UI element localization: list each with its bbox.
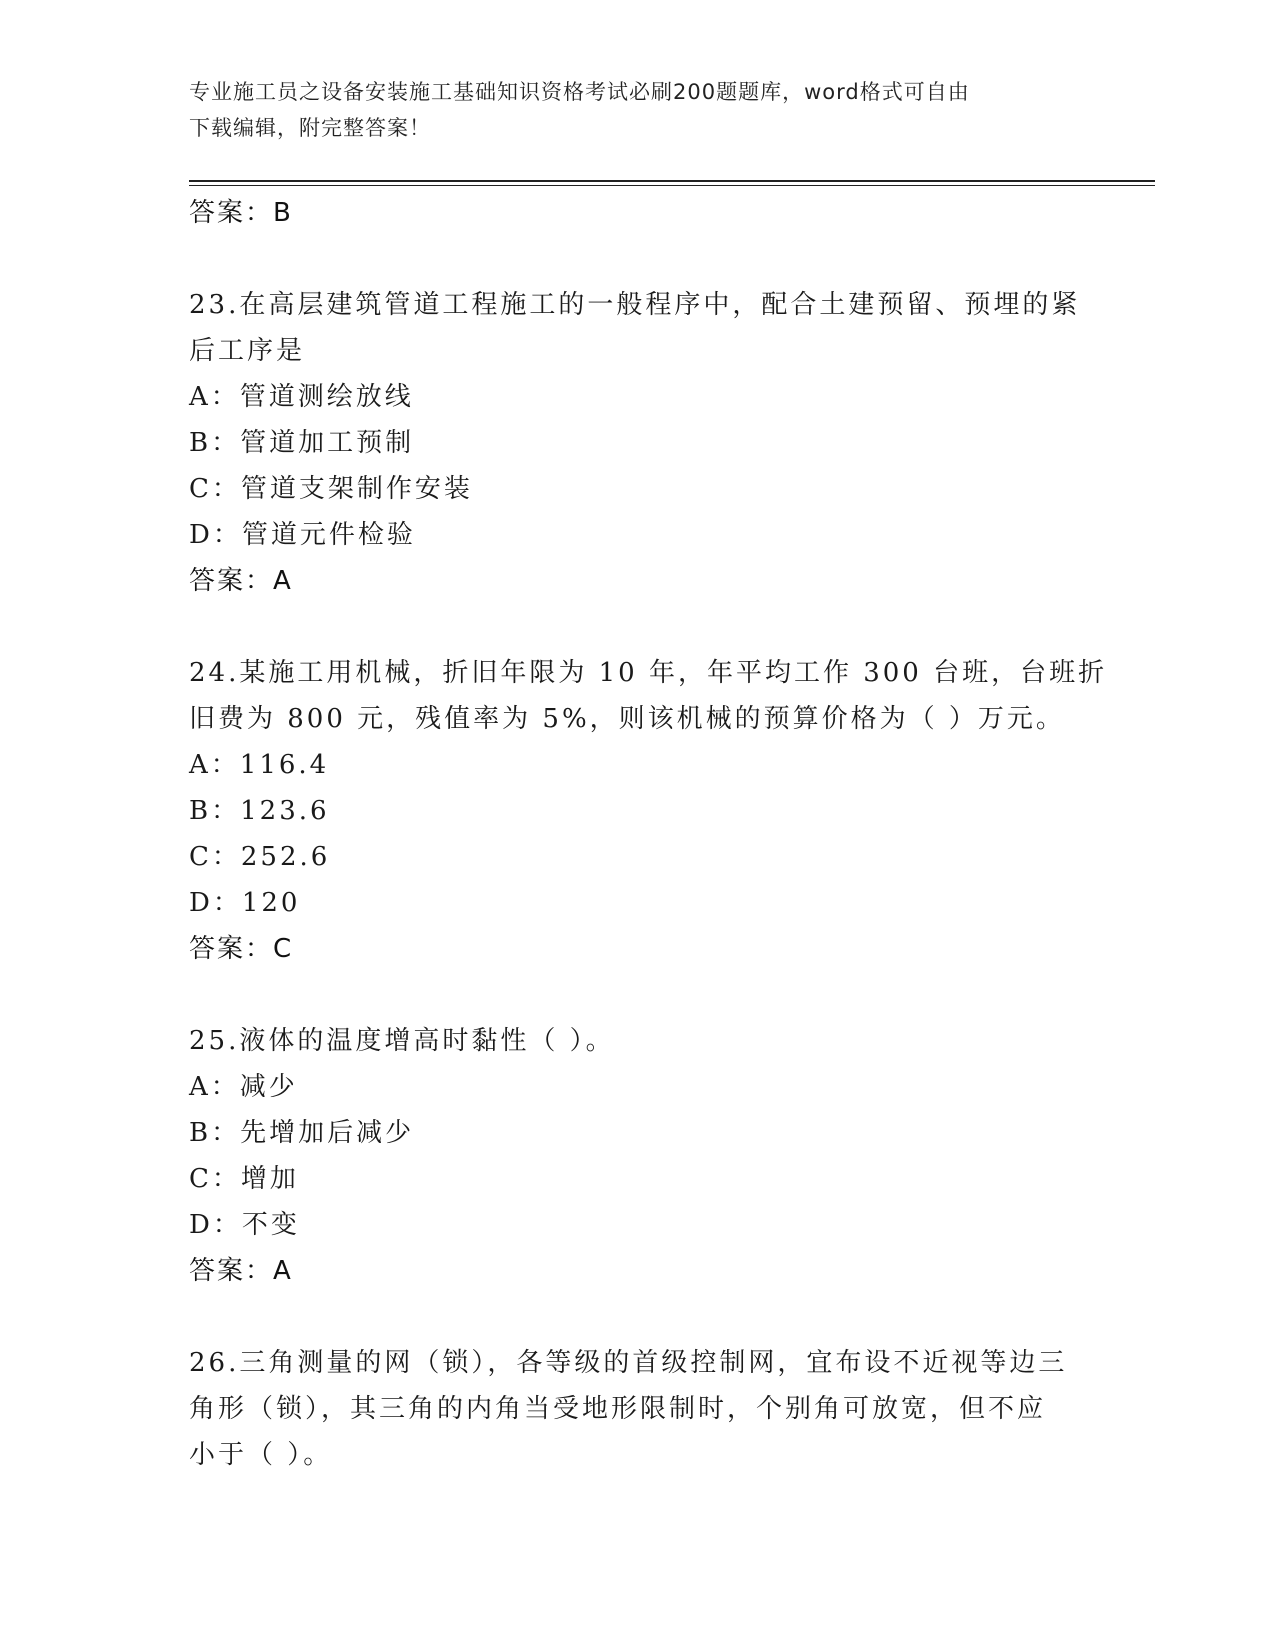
question-23-option-b: B：管道加工预制 [189,428,415,458]
question-25-option-c: C：增加 [189,1164,299,1194]
question-24-option-a: A：116.4 [189,750,330,780]
question-23-text-line-2: 后工序是 [189,336,306,366]
question-25-answer: 答案：A [189,1256,293,1286]
header-divider-thick [189,180,1155,182]
spacer [189,972,1089,1018]
header-line-2: 下载编辑，附完整答案！ [189,116,431,140]
question-24-option-c: C：252.6 [189,842,331,872]
question-26-text-line-2: 角形（锁），其三角的内角当受地形限制时，个别角可放宽，但不应 [189,1394,1047,1424]
question-24-text-line-1: 24.某施工用机械，折旧年限为 10 年，年平均工作 300 台班，台班折 [189,658,1108,688]
spacer [189,236,1089,282]
document-header [189,74,1089,146]
question-26-text-line-3: 小于（ ）。 [189,1440,333,1470]
spacer [189,604,1089,650]
question-23-answer: 答案：A [189,566,293,596]
question-23-option-a: A：管道测绘放线 [189,382,414,412]
question-24-text-line-2: 旧费为 800 元，残值率为 5%，则该机械的预算价格为（ ）万元。 [189,704,1065,734]
question-25-option-b: B：先增加后减少 [189,1118,415,1148]
question-24 [189,650,1108,972]
spacer [189,1294,1089,1340]
question-23-text-line-1: 23.在高层建筑管道工程施工的一般程序中，配合土建预留、预埋的紧 [189,290,1081,320]
question-26 [189,1340,1089,1478]
question-24-answer: 答案：C [189,934,294,964]
question-23 [189,282,1089,604]
question-25-option-d: D：不变 [189,1210,300,1240]
answer-previous: 答案：B [189,198,293,228]
question-25 [189,1018,1089,1294]
question-23-option-c: C：管道支架制作安装 [189,474,473,504]
question-26-text-line-1: 26.三角测量的网（锁），各等级的首级控制网，宜布设不近视等边三 [189,1348,1068,1378]
header-divider-thin [189,185,1155,186]
header-line-1: 专业施工员之设备安装施工基础知识资格考试必刷200题题库，word格式可自由 [189,80,970,104]
question-24-option-d: D：120 [189,888,301,918]
question-list [189,190,1108,1478]
question-25-option-a: A：减少 [189,1072,298,1102]
question-25-text-line-1: 25.液体的温度增高时黏性（ ）。 [189,1026,615,1056]
question-24-option-b: B：123.6 [189,796,330,826]
question-23-option-d: D：管道元件检验 [189,520,416,550]
